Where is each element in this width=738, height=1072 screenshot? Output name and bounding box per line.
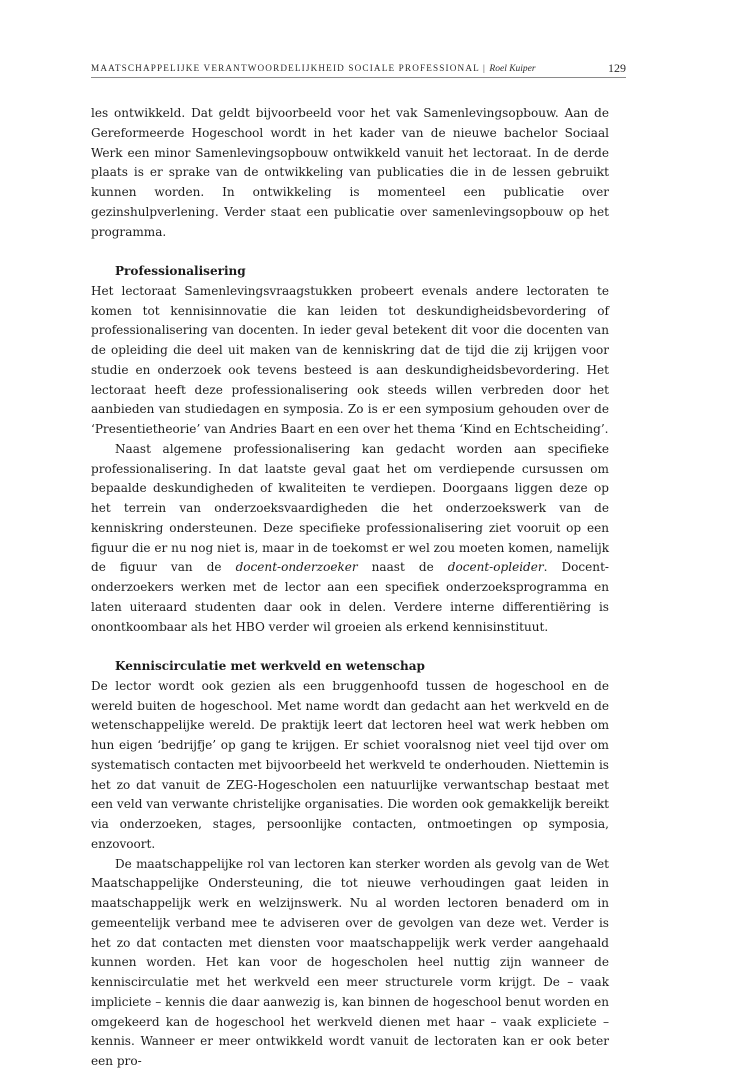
emphasis-term: docent-onderzoeker [235,560,358,575]
paragraph: De lector wordt ook gezien als een bruggenhoofd tussen de hogeschool en de wereld buiten de hogeschool. Met name wordt dan gedacht aan het werkveld en de wetenschappelijke wereld. De praktijk leert dat lectoren heel wat werk hebben om hun eigen ‘bedrijfje’ op gang te krijgen. Er schiet vooralsnog niet veel tijd over om systematisch contacten met bijvoorbeeld het werkveld te onderhouden. Niettemin is het zo dat vanuit de ZEG-Hogescholen een natuurlijke verwantschap bestaat met een veld van verwante christelijke organisaties. Die worden ook gemakkelijk bereikt via onderzoeken, stages, persoonlijke contacten, ontmoetingen op symposia, enzovoort. [91,678,609,851]
running-head-title [91,63,536,74]
page-number: 129 [608,61,626,75]
section-heading-professionalisering: Professionalisering [115,264,246,278]
running-head [91,61,626,78]
section-spacer [91,242,609,262]
running-head-separator: | [479,63,490,73]
section-heading-kenniscirculatie: Kenniscirculatie met werkveld en wetenschap [115,659,425,673]
emphasis-term: docent-opleider [447,560,544,575]
running-head-author: Roel Kuiper [489,64,536,74]
paragraph-indented: De maatschappelijke rol van lectoren kan sterker worden als gevolg van de Wet Maatschappelijke Ondersteuning, die tot nieuwe verhoudingen gaat leiden in maatschappelijk werk en welzijnswerk. Nu al worden lectoren benaderd om in gemeentelijk verband mee te adviseren over de gevolgen van deze wet. Verder is het zo dat contacten met diensten voor maatschappelijk werk verder aangehaald kunnen worden. Het kan voor de hogescholen heel nuttig zijn wanneer de kenniscirculatie met het werkveld een meer structurele vorm krijgt. De – vaak impliciete – kennis die daar aanwezig is, kan binnen de hogeschool benut worden en omgekeerd kan de hogeschool het werkveld dienen met haar – vaak expliciete – kennis. Wanneer er meer ontwikkeld wordt vanuit de lectoraten kan er ook beter een pro- [91,856,610,1068]
paragraph: Het lectoraat Samenlevingsvraagstukken probeert evenals andere lectoraten te komen tot kennisinnovatie die kan leiden tot deskundigheidsbevordering of professionalisering van docenten. In ieder geval betekent dit voor die docenten van de opleiding die deel uit maken van de kenniskring dat de tijd die zij krijgen voor studie en onderzoek ook tevens besteed is aan deskundigheidsbevordering. Het lectoraat heeft deze professionalisering ook steeds willen verbreden door het aanbieden van studiedagen en symposia. Zo is er een symposium gehouden over de ‘Presentietheorie’ van Andries Baart en een over het thema ‘Kind en Echtscheiding’. [91,283,609,436]
journal-title: MAATSCHAPPELIJKE VERANTWOORDELIJKHEID SOCIALE PROFESSIONAL [91,63,480,73]
paragraph-continued: les ontwikkeld. Dat geldt bijvoorbeeld voor het vak Samenlevingsopbouw. Aan de Gereformeerde Hogeschool wordt in het kader van de nieuwe bachelor Sociaal Werk een minor Samenlevingsopbouw ontwikkeld vanuit het lectoraat. In de derde plaats is er sprake van de ontwikkeling van publicaties die in de lessen gebruikt kunnen worden. In ontwikkeling is momenteel een publicatie over gezinshulpverlening. Verder staat een publicatie over samenlevingsopbouw op het programma. [91,106,609,239]
section-spacer [91,637,609,657]
paragraph-indented: Naast algemene professionalisering kan gedacht worden aan specifieke professionalisering. In dat laatste geval gaat het om verdiepende cursussen om bepaalde deskundigheden of kwaliteiten te verdiepen. Doorgaans liggen deze op het terrein van onderzoeksvaardigheden die het onderzoekswerk van de kenniskring ondersteunen. Deze specifieke professionalisering ziet vooruit op een figuur die er nu nog niet is, maar in de toekomst er wel zou moeten komen, namelijk de figuur van de docent-onderzoeker naast de docent-opleider. Docent-onderzoekers werken met de lector aan een specifiek onderzoeksprogramma en laten uiteraard studenten daar ook in delen. Verdere interne differentiëring is onontkoombaar als het HBO verder wil groeien als erkend kennisinstituut. [91,441,609,634]
body-text [91,104,609,1072]
